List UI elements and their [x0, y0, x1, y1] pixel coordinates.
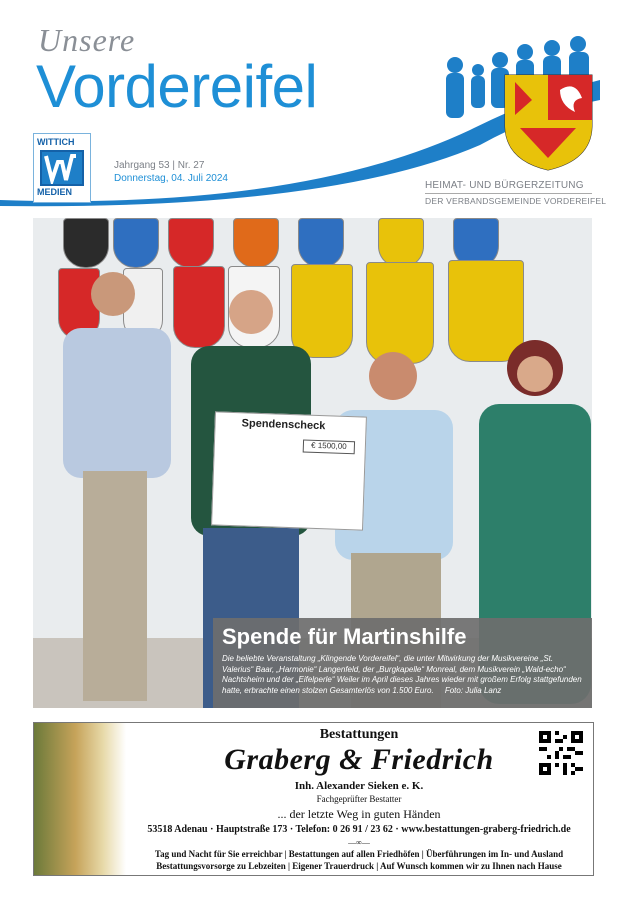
- issue-date: Donnerstag, 04. Juli 2024: [114, 173, 228, 184]
- funeral-ad: [33, 722, 594, 876]
- ad-services-1: Tag und Nacht für Sie erreichbar | Bestattungen auf allen Friedhöfen | Überführungen im In- und Ausland: [154, 849, 564, 859]
- ad-company-name: Graberg & Friedrich: [224, 743, 494, 776]
- check-title: Spendenscheck: [241, 417, 326, 433]
- crest-icon: [168, 218, 214, 268]
- crest-icon: [113, 218, 159, 268]
- publisher-logo: [33, 133, 91, 203]
- ad-owner: Inh. Alexander Sieken e. K.: [294, 780, 424, 792]
- publisher-logo-top: WITTICH: [37, 137, 75, 147]
- masthead-title: Vordereifel: [36, 53, 318, 120]
- check-amount: € 1500,00: [303, 439, 355, 454]
- subtagline: DER VERBANDSGEMEINDE VORDEREIFEL: [425, 196, 607, 206]
- crest-icon: [378, 218, 424, 268]
- tagline: HEIMAT- UND BÜRGERZEITUNG: [425, 180, 584, 191]
- ad-heading: Bestattungen: [319, 727, 399, 742]
- issue-number: Jahrgang 53 | Nr. 27: [114, 160, 205, 171]
- ad-qualification: Fachgeprüfter Bestatter: [316, 794, 402, 804]
- caption-title: Spende für Martinshilfe: [222, 624, 467, 649]
- caption-body: Die beliebte Veranstaltung „Klingende Vordereifel“, die unter Mitwirkung der Musikvereine „St. Valerius“ Baar, „Harmonie“ Langenfeld, der „Burgkapelle“ Monreal, dem Musikverein „Wald-echo“ Nachtsheim und der „Eifelperle“ Weiler im April dieses Jahres wieder mit großem Erfolg stattgefunden hatte, erbrachte einen stolzen Gesamterlös von 1.500 Euro.: [222, 654, 582, 695]
- crest-icon: [233, 218, 279, 268]
- ad-services-2: Bestattungsvorsorge zu Lebzeiten | Eigener Trauerdruck | Auf Wunsch kommen wir zu Ihnen nach Hause: [156, 861, 562, 871]
- crest-icon: [63, 218, 109, 268]
- publisher-logo-bottom: MEDIEN: [37, 187, 73, 197]
- masthead-kicker: Unsere: [38, 22, 136, 58]
- qr-code-icon: [539, 731, 583, 775]
- crest-icon: [298, 218, 344, 268]
- person-1: [45, 266, 185, 708]
- forest-image: [34, 723, 126, 875]
- publisher-w-icon: [40, 150, 84, 186]
- photo-credit: Foto: Julia Lanz: [444, 685, 502, 695]
- photo-caption: [213, 618, 592, 708]
- caption-text: [222, 654, 584, 696]
- tagline-divider: [425, 193, 592, 194]
- ad-slogan: ... der letzte Weg in guten Händen: [277, 807, 441, 821]
- donation-check: [211, 411, 367, 530]
- ad-ornament: —∞—: [348, 838, 370, 847]
- ad-contact: 53518 Adenau · Hauptstraße 173 · Telefon: 0 26 91 / 23 62 · www.bestattungen-graberg-friedrich.de: [147, 824, 571, 835]
